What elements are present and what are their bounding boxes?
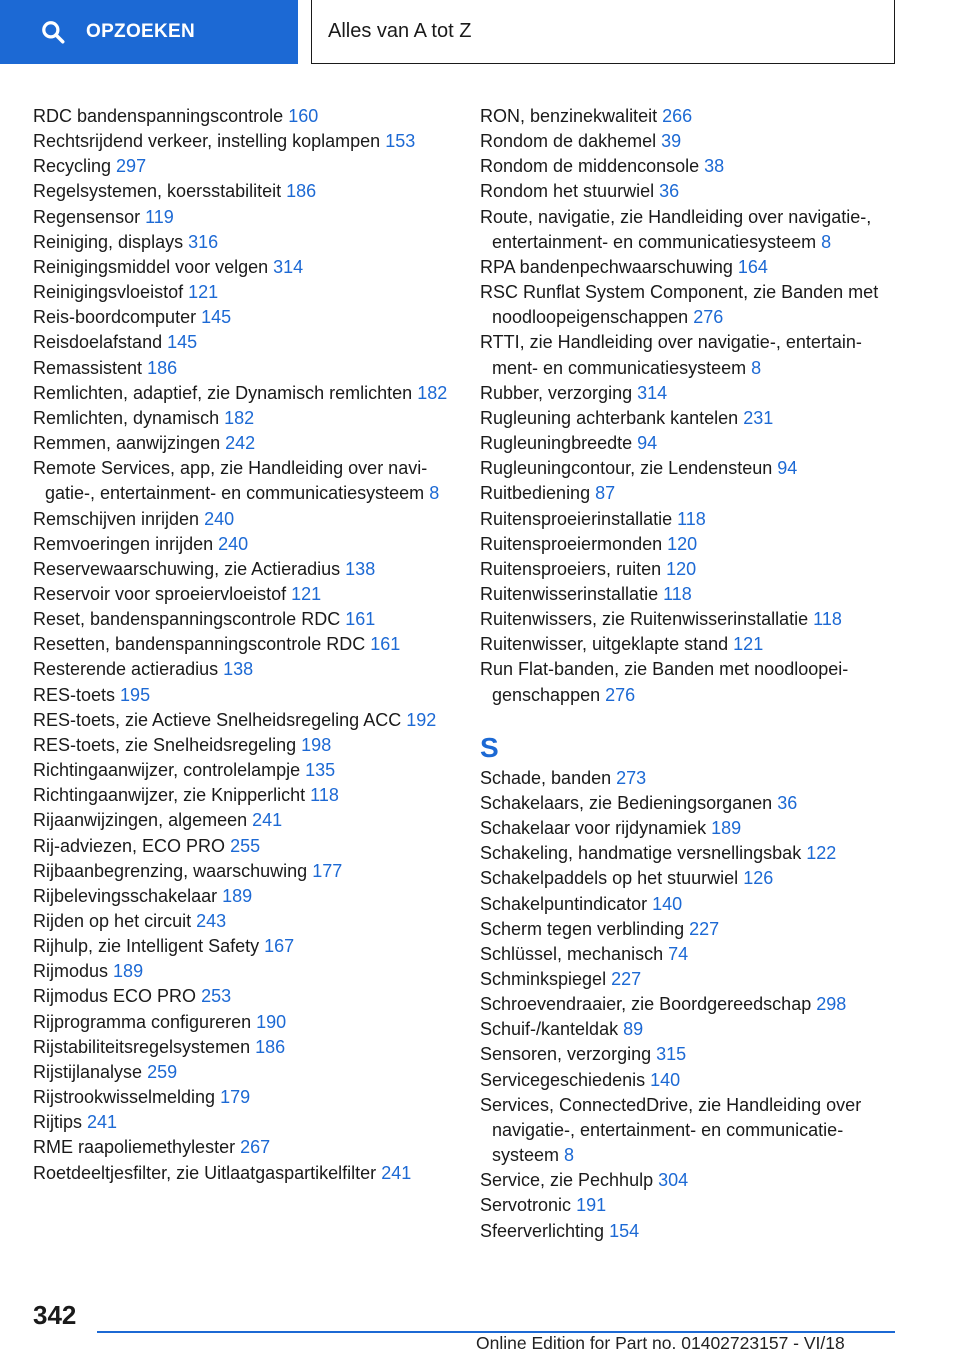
- index-entry-text: Rondom de middenconsole: [480, 156, 700, 177]
- index-entry-text: Sensoren, verzorging: [480, 1044, 652, 1065]
- index-entry: [480, 255, 900, 280]
- index-entry: [33, 356, 463, 381]
- page-reference-link[interactable]: 8: [821, 231, 832, 252]
- index-entry-text: Reinigingsvloeistof: [33, 282, 184, 303]
- page-reference-link[interactable]: 140: [650, 1069, 681, 1090]
- index-entry: [480, 381, 900, 406]
- index-entry: [33, 280, 463, 305]
- index-entry: [33, 507, 463, 532]
- page-reference-link[interactable]: 276: [693, 307, 724, 328]
- page-reference-link[interactable]: 182: [224, 407, 255, 428]
- index-entry: [33, 305, 463, 330]
- breadcrumb: [311, 0, 895, 64]
- index-entry: [480, 582, 900, 607]
- index-entry-text: Richtingaanwijzer, controlelampje: [33, 760, 301, 781]
- index-entry-text: Rijstijlanalyse: [33, 1061, 143, 1082]
- index-entry: [33, 909, 463, 934]
- index-entry: [480, 866, 900, 891]
- index-entry-text: Remvoeringen inrijden: [33, 533, 214, 554]
- index-entry: [33, 859, 463, 884]
- index-entry-text: Reis-boordcomputer: [33, 307, 197, 328]
- index-entry-text: Reservewaarschuwing, zie Actieradius: [33, 558, 341, 579]
- index-entry: [33, 607, 463, 632]
- page-reference-link[interactable]: 240: [204, 508, 235, 529]
- index-entry: [480, 816, 900, 841]
- index-entry-text: Schakeling, handmatige versnellingsbak: [480, 843, 802, 864]
- index-entry-text: Ruitenwissers, zie Ruitenwisserinstallatie: [480, 609, 809, 630]
- index-entry: [480, 431, 900, 456]
- index-entry-text: Reset, bandenspanningscontrole RDC: [33, 609, 341, 630]
- index-entry: [480, 841, 900, 866]
- index-entry-text: Rijaanwijzingen, algemeen: [33, 810, 248, 831]
- index-entry: [480, 892, 900, 917]
- page-reference-link[interactable]: 8: [429, 483, 440, 504]
- page-reference-link[interactable]: 190: [256, 1011, 287, 1032]
- index-entry-text: Ruitensproeierinstallatie: [480, 508, 673, 529]
- index-entry-text: Richtingaanwijzer, zie Knipperlicht: [33, 785, 306, 806]
- page-reference-link[interactable]: 241: [252, 810, 283, 831]
- index-entry-text: Ruitenwisser, uitgeklapte stand: [480, 634, 729, 655]
- index-entry-text: Rijhulp, zie Intelligent Safety: [33, 936, 260, 957]
- index-entry-text: Schade, banden: [480, 767, 612, 788]
- page-reference-link[interactable]: 118: [663, 583, 692, 604]
- page-reference-link[interactable]: 38: [704, 156, 725, 177]
- footer-edition-text: Online Edition for Part no. 01402723157 - VI/18: [476, 1333, 845, 1353]
- page-reference-link[interactable]: 241: [87, 1112, 118, 1133]
- index-entry: [33, 129, 463, 154]
- index-entry-text: Ruitbediening: [480, 483, 591, 504]
- index-column-right: [480, 104, 900, 1244]
- page-reference-link[interactable]: 167: [264, 936, 295, 957]
- index-entry: [33, 330, 463, 355]
- index-column-left: [33, 104, 463, 1186]
- index-entry: [480, 104, 900, 129]
- index-entry-text: Regensensor: [33, 206, 141, 227]
- index-entry-text: Resterende actieradius: [33, 659, 219, 680]
- page-reference-link[interactable]: 182: [417, 382, 448, 403]
- page-reference-link[interactable]: 119: [145, 206, 174, 227]
- page-reference-link[interactable]: 120: [666, 558, 697, 579]
- index-entry: [33, 632, 463, 657]
- index-entry: [480, 154, 900, 179]
- page-reference-link[interactable]: 122: [806, 843, 837, 864]
- index-entry-text: Ruitenwisserinstallatie: [480, 583, 659, 604]
- index-entry-text: Ruitensproeiers, ruiten: [480, 558, 662, 579]
- index-entry-text: Remassistent: [33, 357, 143, 378]
- page-reference-link[interactable]: 189: [222, 885, 253, 906]
- index-entry: [33, 104, 463, 129]
- index-entry-text: Route, navigatie, zie Handleiding over navigatie-, entertainment- en communicatiesysteem: [480, 206, 872, 252]
- search-label: OPZOEKEN: [86, 21, 196, 42]
- page-reference-link[interactable]: 242: [225, 433, 256, 454]
- page-reference-link[interactable]: 87: [595, 483, 616, 504]
- index-entry-text: Rijden op het circuit: [33, 911, 192, 931]
- index-entry: [33, 582, 463, 607]
- index-entry: [480, 280, 900, 330]
- index-entry-text: Remote Services, app, zie Handleiding over navigatie-, entertainment- en communicatiesysteem: [33, 458, 428, 504]
- index-entry: [33, 934, 463, 959]
- index-entry: [33, 884, 463, 909]
- index-entry: [480, 532, 900, 557]
- page-reference-link[interactable]: 227: [611, 969, 642, 989]
- page-reference-link[interactable]: 164: [737, 256, 768, 277]
- index-entry: [33, 179, 463, 204]
- page-reference-link[interactable]: 126: [743, 868, 774, 889]
- index-entry-text: Rijmodus: [33, 961, 109, 982]
- index-entry: [480, 791, 900, 816]
- page-reference-link[interactable]: 89: [623, 1019, 644, 1040]
- index-entry-text: Reinigingsmiddel voor velgen: [33, 256, 269, 277]
- page-reference-link[interactable]: 255: [230, 835, 261, 856]
- index-entry: [33, 733, 463, 758]
- page-reference-link[interactable]: 227: [689, 918, 720, 939]
- index-entry-text: Schakelaar voor rijdynamiek: [480, 818, 707, 839]
- index-entry-text: Rugleuningbreedte: [480, 433, 633, 454]
- index-entry: [33, 834, 463, 859]
- page-reference-link[interactable]: 273: [616, 767, 647, 788]
- index-entry: [480, 917, 900, 942]
- page-reference-link[interactable]: 118: [813, 609, 842, 630]
- index-entry: [33, 230, 463, 255]
- index-entry: [33, 783, 463, 808]
- index-entry-text: Run Flat-banden, zie Banden met noodloopeigenschappen: [480, 659, 849, 705]
- page-reference-link[interactable]: 276: [605, 684, 636, 705]
- page-reference-link[interactable]: 120: [667, 533, 698, 554]
- page-reference-link[interactable]: 138: [345, 558, 376, 579]
- index-entry-text: Schminkspiegel: [480, 969, 607, 989]
- index-entry-text: Schroevendraaier, zie Boordgereedschap: [480, 994, 812, 1015]
- page-reference-link[interactable]: 118: [310, 785, 339, 806]
- index-entry: [480, 406, 900, 431]
- page-reference-link[interactable]: 253: [201, 986, 232, 1007]
- index-entry-text: Rondom het stuurwiel: [480, 181, 655, 202]
- index-entry: [33, 557, 463, 582]
- index-entry-text: Remschijven inrijden: [33, 508, 200, 529]
- page-reference-link[interactable]: 195: [120, 684, 151, 705]
- page-reference-link[interactable]: 138: [223, 659, 254, 680]
- page-reference-link[interactable]: 160: [288, 106, 319, 126]
- index-entry-text: Rijmodus ECO PRO: [33, 986, 197, 1007]
- page-reference-link[interactable]: 192: [406, 709, 437, 730]
- index-entry-text: Rugleuningcontour, zie Lendensteun: [480, 458, 773, 479]
- search-button[interactable]: [0, 0, 298, 64]
- page-reference-link[interactable]: 241: [381, 1162, 412, 1183]
- index-entry-text: Schakelpaddels op het stuurwiel: [480, 868, 739, 889]
- index-entry-text: RES-toets: [33, 684, 116, 705]
- page-reference-link[interactable]: 298: [816, 994, 847, 1015]
- index-entry: [33, 657, 463, 682]
- index-entry: [480, 1193, 900, 1218]
- page-reference-link[interactable]: 94: [777, 458, 798, 479]
- index-entry: [33, 1010, 463, 1035]
- index-entry: [33, 255, 463, 280]
- page-reference-link[interactable]: 8: [564, 1145, 575, 1166]
- top-bar: [0, 0, 960, 66]
- index-entry-text: RTTI, zie Handleiding over navigatie-, entertainment- en communicatiesysteem: [480, 332, 862, 378]
- index-group-r: [480, 104, 900, 708]
- index-entry-text: RPA bandenpechwaarschuwing: [480, 256, 733, 277]
- index-entry: [480, 766, 900, 791]
- page-reference-link[interactable]: 186: [286, 181, 317, 202]
- index-entry: [33, 1110, 463, 1135]
- index-entry-text: Rijbelevingsschakelaar: [33, 885, 218, 906]
- index-group-s: [480, 766, 900, 1244]
- page-number: 342: [33, 1300, 77, 1330]
- index-entry-text: Roetdeeltjesfilter, zie Uitlaatgaspartikelfilter: [33, 1162, 377, 1183]
- page-reference-link[interactable]: 39: [661, 131, 682, 152]
- index-entry: [480, 607, 900, 632]
- page-reference-link[interactable]: 243: [196, 911, 227, 931]
- index-entry: [480, 557, 900, 582]
- page-reference-link[interactable]: 259: [147, 1061, 178, 1082]
- index-entry-text: Services, ConnectedDrive, zie Handleiding over navigatie-, entertainment- en communicatiesysteem: [480, 1094, 862, 1166]
- search-icon: [40, 19, 66, 45]
- index-entry: [480, 1168, 900, 1193]
- index-entry: [33, 984, 463, 1009]
- index-entry: [480, 632, 900, 657]
- index-entry: [33, 381, 463, 406]
- page-reference-link[interactable]: 231: [743, 407, 774, 428]
- index-entry-text: Scherm tegen verblinding: [480, 918, 685, 939]
- index-entry-text: Rechtsrijdend verkeer, instelling koplampen: [33, 131, 381, 152]
- page-reference-link[interactable]: 145: [201, 307, 232, 328]
- index-entry-text: Recycling: [33, 156, 112, 177]
- index-entry: [33, 456, 463, 506]
- index-entry: [33, 1035, 463, 1060]
- page-reference-link[interactable]: 314: [637, 382, 668, 403]
- section-letter-s: S: [480, 731, 499, 763]
- page-reference-link[interactable]: 36: [777, 792, 798, 813]
- index-entry: [33, 205, 463, 230]
- index-entry: [480, 1068, 900, 1093]
- index-entry: [480, 1017, 900, 1042]
- index-entry-text: RDC bandenspanningscontrole: [33, 106, 284, 126]
- index-entry: [33, 959, 463, 984]
- page-reference-link[interactable]: 121: [733, 634, 764, 655]
- page-reference-link[interactable]: 315: [656, 1044, 687, 1065]
- index-entry: [480, 330, 900, 380]
- page-reference-link[interactable]: 118: [677, 508, 706, 529]
- page-reference-link[interactable]: 8: [751, 357, 762, 378]
- index-entry-text: Schuif-/kanteldak: [480, 1019, 619, 1040]
- page-reference-link[interactable]: 145: [167, 332, 198, 353]
- index-entry-text: Remlichten, adaptief, zie Dynamisch remlichten: [33, 382, 413, 403]
- page-reference-link[interactable]: 161: [345, 609, 376, 630]
- index-entry: [33, 808, 463, 833]
- index-entry-text: Regelsystemen, koersstabiliteit: [33, 181, 282, 202]
- page-reference-link[interactable]: 140: [652, 893, 683, 914]
- index-entry: [480, 992, 900, 1017]
- page-reference-link[interactable]: 186: [147, 357, 178, 378]
- index-entry: [480, 1219, 900, 1244]
- page-reference-link[interactable]: 266: [662, 106, 693, 126]
- index-entry-text: Rijtips: [33, 1112, 83, 1133]
- index-entry: [480, 179, 900, 204]
- index-entry-text: Rijbaanbegrenzing, waarschuwing: [33, 860, 308, 881]
- page-reference-link[interactable]: 316: [188, 231, 219, 252]
- index-entry-text: Remmen, aanwijzingen: [33, 433, 221, 454]
- index-entry-text: Remlichten, dynamisch: [33, 407, 220, 428]
- index-entry-text: Reservoir voor sproeiervloeistof: [33, 583, 287, 604]
- index-entry: [33, 708, 463, 733]
- index-entry-text: Rubber, verzorging: [480, 382, 633, 403]
- index-entry-text: Rijstabiliteitsregelsystemen: [33, 1036, 251, 1057]
- page-reference-link[interactable]: 74: [668, 943, 689, 964]
- index-entry: [480, 481, 900, 506]
- index-entry-text: RON, benzinekwaliteit: [480, 106, 658, 126]
- index-entry-text: Servotronic: [480, 1195, 572, 1216]
- index-entry: [33, 683, 463, 708]
- page-reference-link[interactable]: 36: [659, 181, 680, 202]
- index-entry: [33, 431, 463, 456]
- index-entry-text: Reisdoelafstand: [33, 332, 163, 353]
- index-entry-text: Service, zie Pechhulp: [480, 1170, 654, 1191]
- index-entry: [33, 758, 463, 783]
- page-reference-link[interactable]: 135: [305, 760, 336, 781]
- index-entry-text: Rugleuning achterbank kantelen: [480, 407, 739, 428]
- index-entry: [480, 507, 900, 532]
- page-reference-link[interactable]: 121: [291, 583, 322, 604]
- page-reference-link[interactable]: 153: [385, 131, 416, 152]
- page-reference-link[interactable]: 94: [637, 433, 658, 454]
- index-entry-text: Servicegeschiedenis: [480, 1069, 646, 1090]
- index-entry-text: Reiniging, displays: [33, 231, 184, 252]
- page-reference-link[interactable]: 177: [312, 860, 343, 881]
- index-entry: [33, 406, 463, 431]
- page-reference-link[interactable]: 240: [218, 533, 249, 554]
- index-entry-text: Resetten, bandenspanningscontrole RDC: [33, 634, 366, 655]
- page-reference-link[interactable]: 179: [220, 1087, 251, 1108]
- page-reference-link[interactable]: 189: [113, 961, 144, 982]
- index-entry-text: Rijprogramma configureren: [33, 1011, 252, 1032]
- index-entry-text: RME raapoliemethylester: [33, 1137, 236, 1158]
- page-reference-link[interactable]: 304: [658, 1170, 689, 1191]
- page-reference-link[interactable]: 154: [609, 1220, 640, 1241]
- index-entry: [480, 205, 900, 255]
- page-reference-link[interactable]: 161: [370, 634, 401, 655]
- page-reference-link[interactable]: 186: [255, 1036, 286, 1057]
- index-entry: [480, 1042, 900, 1067]
- index-entry-text: Schakelpuntindicator: [480, 893, 648, 914]
- index-entry-text: Rondom de dakhemel: [480, 131, 657, 152]
- breadcrumb-label: Alles van A tot Z: [328, 20, 472, 42]
- page-reference-link[interactable]: 189: [711, 818, 742, 839]
- index-entry-text: RES-toets, zie Snelheidsregeling: [33, 734, 297, 755]
- page-reference-link[interactable]: 198: [301, 734, 332, 755]
- page-reference-link[interactable]: 191: [576, 1195, 607, 1216]
- page-reference-link[interactable]: 121: [188, 282, 219, 303]
- index-entry: [33, 1060, 463, 1085]
- index-entry: [480, 456, 900, 481]
- index-entry-text: RSC Runflat System Component, zie Banden met noodloopeigenschappen: [480, 282, 879, 328]
- page-reference-link[interactable]: 314: [273, 256, 304, 277]
- index-entry-text: Schlüssel, mechanisch: [480, 943, 664, 964]
- index-entry: [33, 1161, 463, 1186]
- index-entry-text: Ruitensproeiermonden: [480, 533, 663, 554]
- index-entry: [33, 532, 463, 557]
- index-entry-text: RES-toets, zie Actieve Snelheidsregeling ACC: [33, 709, 402, 730]
- index-entry: [480, 967, 900, 992]
- page-reference-link[interactable]: 297: [116, 156, 147, 177]
- index-entry: [480, 1093, 900, 1168]
- page-reference-link[interactable]: 267: [240, 1137, 271, 1158]
- index-entry-text: Sfeerverlichting: [480, 1220, 605, 1241]
- index-entry: [480, 942, 900, 967]
- index-entry: [480, 129, 900, 154]
- index-entry-text: Schakelaars, zie Bedieningsorganen: [480, 792, 773, 813]
- index-entry: [480, 657, 900, 707]
- index-entry: [33, 1085, 463, 1110]
- index-entry-text: Rij-adviezen, ECO PRO: [33, 835, 226, 856]
- index-entry: [33, 154, 463, 179]
- index-entry: [33, 1135, 463, 1160]
- index-entry-text: Rijstrookwisselmelding: [33, 1087, 216, 1108]
